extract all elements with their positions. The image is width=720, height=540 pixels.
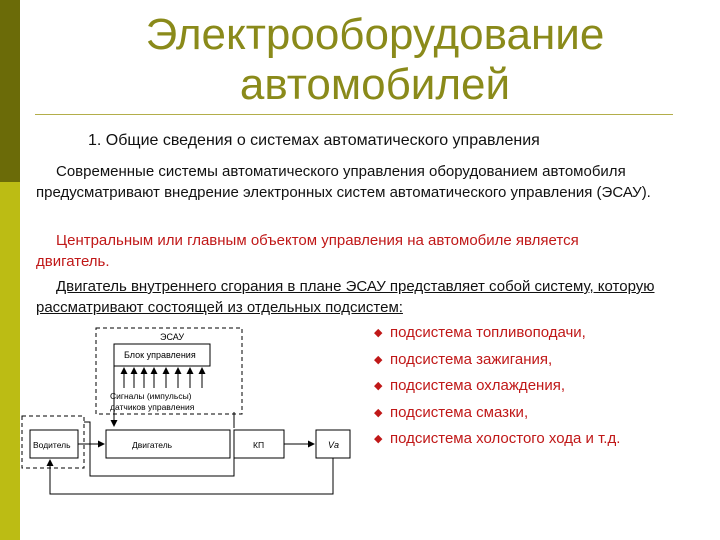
diamond-bullet-icon: ◆ [374,406,383,419]
diamond-bullet-icon: ◆ [374,380,383,392]
signal-arrows [124,368,202,388]
driver-label: Водитель [33,440,71,450]
signals-label-1: Сигналы (импульсы) [110,391,192,401]
engine-label: Двигатель [132,440,173,450]
velocity-label: Vа [328,440,340,450]
flow-arrows [78,412,314,444]
diamond-bullet-icon: ◆ [374,327,383,339]
control-unit-label: Блок управления [124,350,196,360]
sidebar-accent-dark [0,0,20,182]
paragraph-subsystems: Двигатель внутреннего сгорания в плане ЭСАУ представляет собой систему, которую рассматривают состоящей из отдельных подсистем: [36,278,655,316]
signals-label-2: датчиков управления [110,402,195,412]
gearbox-label: КП [253,440,265,450]
diamond-bullet-icon: ◆ [374,353,383,366]
title-divider [35,114,673,115]
esau-label: ЭСАУ [160,332,185,342]
esau-block-diagram [20,326,360,506]
paragraph-main-object: Центральным или главным объектом управления на автомобиле является двигатель. [36,232,579,270]
list-item: ◆ подсистема холостого хода и т.д. [374,430,621,447]
list-item: ◆ подсистема топливоподачи, [374,324,586,341]
slide-title: Электрооборудование автомобилей [145,10,605,109]
sidebar-accent-light [0,182,20,540]
list-item: ◆ подсистема охлаждения, [374,377,565,394]
paragraph-intro: Современные системы автоматического управления оборудованием автомобиля предусматривают внедрение электронных систем автоматического управления (ЭСАУ). [36,163,651,201]
list-item: ◆ подсистема смазки, [374,403,529,421]
diamond-bullet-icon: ◆ [374,433,383,445]
subsystem-list [374,323,620,456]
list-item: ◆ подсистема зажигания, [374,350,553,368]
section-heading: 1. Общие сведения о системах автоматического управления [88,132,540,149]
